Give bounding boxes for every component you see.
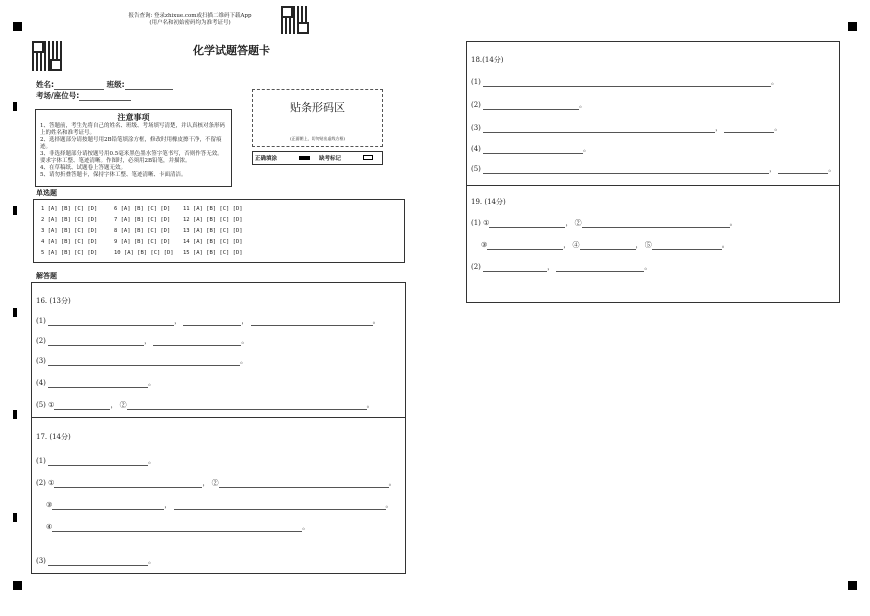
q17-line1: (1) 。 <box>36 457 156 465</box>
q17-line2: (2) ① ， ② 。 <box>36 479 396 487</box>
answer-blank[interactable] <box>48 358 240 366</box>
q18-line4: (4) 。 <box>471 145 591 153</box>
class-label: 班级: <box>106 80 125 89</box>
fill-legend <box>252 151 383 165</box>
class-field[interactable] <box>125 82 173 90</box>
answer-blank[interactable] <box>54 480 202 488</box>
q19-line1: (1) ① ， ② 。 <box>471 219 737 227</box>
answer-blank[interactable] <box>483 102 579 110</box>
notes-box <box>35 109 232 187</box>
answer-blank[interactable] <box>778 166 828 174</box>
q17-title: 17. (14分) <box>36 433 71 441</box>
absent-mark-label: 缺考标记 <box>319 156 342 162</box>
q16-line2: (2) ， 。 <box>36 337 249 345</box>
answer-blank[interactable] <box>183 318 241 326</box>
mcq-title: 单选题 <box>36 189 57 197</box>
name-label: 姓名: <box>36 80 54 89</box>
q16-title: 16. (13分) <box>36 297 71 305</box>
mcq-item[interactable]: 8 [A] [B] [C] [D] <box>114 228 171 234</box>
corner-mark-bottom-right <box>848 581 857 590</box>
q18-line5: (5) ， 。 <box>471 165 836 173</box>
mcq-box <box>33 199 405 263</box>
note-item: 5、请勿折叠答题卡，保持字体工整、笔迹清晰、卡面清洁。 <box>40 172 187 178</box>
answer-blank[interactable] <box>483 264 547 272</box>
filled-box-icon <box>299 156 310 160</box>
answer-blank[interactable] <box>48 318 174 326</box>
side-tick <box>13 308 17 317</box>
qr-code-left <box>32 41 62 71</box>
q16-line5: (5) ① ， ② 。 <box>36 401 374 409</box>
answer-blank[interactable] <box>487 242 563 250</box>
mcq-item[interactable]: 7 [A] [B] [C] [D] <box>114 217 171 223</box>
side-tick <box>13 410 17 419</box>
page-title: 化学试题答题卡 <box>193 44 270 57</box>
answers-left-box <box>31 282 406 574</box>
side-tick <box>13 513 17 522</box>
answer-blank[interactable] <box>48 338 144 346</box>
mcq-item[interactable]: 13 [A] [B] [C] [D] <box>183 228 243 234</box>
answer-blank[interactable] <box>582 220 730 228</box>
barcode-hint: (正面朝上，切勿贴出虚线方框) <box>289 136 346 141</box>
q18-line2: (2) 。 <box>471 101 587 109</box>
answer-blank[interactable] <box>52 502 164 510</box>
answer-blank[interactable] <box>52 524 302 532</box>
mcq-item[interactable]: 15 [A] [B] [C] [D] <box>183 250 243 256</box>
seat-field[interactable] <box>79 93 131 101</box>
answer-blank[interactable] <box>48 558 148 566</box>
q17-line3: ③ ， 。 <box>46 501 393 509</box>
barcode-area[interactable] <box>252 89 383 147</box>
q18-title: 18.(14分) <box>471 56 504 64</box>
note-item: 3、非选择题部分请按题号用0.5毫米黑色墨水签字笔书写，否则作答无效。要求字体工整、笔迹清晰。作图时，必须用2B铅笔，并描浓。 <box>40 151 223 164</box>
side-tick <box>13 102 17 111</box>
corner-mark-top-left <box>13 22 22 31</box>
answer-blank[interactable] <box>489 220 565 228</box>
answer-blank[interactable] <box>48 458 148 466</box>
q19-line2: ③ ， ④ ， ⑤ 。 <box>481 241 729 249</box>
barcode-title: 贴条形码区 <box>290 101 345 114</box>
q18-line3: (3) ， 。 <box>471 124 782 132</box>
answer-blank[interactable] <box>251 318 373 326</box>
q17-line4: ④ 。 <box>46 523 310 531</box>
note-item: 2、选择题部分请按题号用2B铅笔填涂方框，修改时用橡皮擦干净，不留痕迹。 <box>40 137 222 150</box>
mcq-item[interactable]: 9 [A] [B] [C] [D] <box>114 239 171 245</box>
student-info <box>36 79 173 90</box>
side-tick <box>13 206 17 215</box>
mcq-item[interactable]: 1 [A] [B] [C] [D] <box>41 206 98 212</box>
answer-blank[interactable] <box>556 264 644 272</box>
q16-line3: (3) 。 <box>36 357 248 365</box>
answer-blank[interactable] <box>483 79 771 87</box>
q16-line1: (1) ， ， 。 <box>36 317 380 325</box>
answers-title: 解答题 <box>36 272 57 280</box>
answer-blank[interactable] <box>127 402 367 410</box>
mcq-item[interactable]: 5 [A] [B] [C] [D] <box>41 250 98 256</box>
notes-heading: 注意事项 <box>117 113 150 122</box>
answers-right-box <box>466 41 840 303</box>
qr-code-top <box>281 6 309 34</box>
note-item: 4、在草稿纸、试题卷上答题无效。 <box>40 165 127 171</box>
corner-mark-top-right <box>848 22 857 31</box>
answer-blank[interactable] <box>483 166 769 174</box>
mcq-item[interactable]: 2 [A] [B] [C] [D] <box>41 217 98 223</box>
answer-blank[interactable] <box>652 242 722 250</box>
answer-blank[interactable] <box>54 402 110 410</box>
q-divider <box>467 185 839 186</box>
q19-line3: (2) ， 。 <box>471 263 652 271</box>
mcq-item[interactable]: 3 [A] [B] [C] [D] <box>41 228 98 234</box>
answer-blank[interactable] <box>153 338 241 346</box>
answer-blank[interactable] <box>724 125 774 133</box>
answer-blank[interactable] <box>174 502 386 510</box>
mcq-item[interactable]: 6 [A] [B] [C] [D] <box>114 206 171 212</box>
q16-line4: (4) 。 <box>36 379 156 387</box>
name-field[interactable] <box>54 82 104 90</box>
answer-blank[interactable] <box>48 380 148 388</box>
note-item: 1、答题前，考生先将自己的姓名、班级、考场填写清楚，并认真核对条形码上的姓名和准考证号。 <box>40 123 226 136</box>
q-divider <box>32 417 405 418</box>
q18-line1: (1) 。 <box>471 78 779 86</box>
report-notice: 报告查询: 登录zhixue.com或扫描二维码下载App (用户名和初始密码均为准考证号) <box>128 13 252 26</box>
q17-line5: (3) 。 <box>36 557 156 565</box>
absent-checkbox[interactable] <box>363 155 373 160</box>
seat-label: 考场/座位号: <box>36 91 80 100</box>
correct-fill-label: 正确填涂 <box>255 156 278 162</box>
mcq-item[interactable]: 10 [A] [B] [C] [D] <box>114 250 174 256</box>
mcq-item[interactable]: 14 [A] [B] [C] [D] <box>183 239 243 245</box>
mcq-item[interactable]: 4 [A] [B] [C] [D] <box>41 239 98 245</box>
answer-blank[interactable] <box>483 146 583 154</box>
q19-title: 19. (14分) <box>471 198 506 206</box>
corner-mark-bottom-left <box>13 581 22 590</box>
answer-blank[interactable] <box>580 242 636 250</box>
seat-info <box>36 90 131 101</box>
mcq-item[interactable]: 11 [A] [B] [C] [D] <box>183 206 243 212</box>
answer-blank[interactable] <box>483 125 715 133</box>
mcq-item[interactable]: 12 [A] [B] [C] [D] <box>183 217 243 223</box>
answer-blank[interactable] <box>219 480 389 488</box>
